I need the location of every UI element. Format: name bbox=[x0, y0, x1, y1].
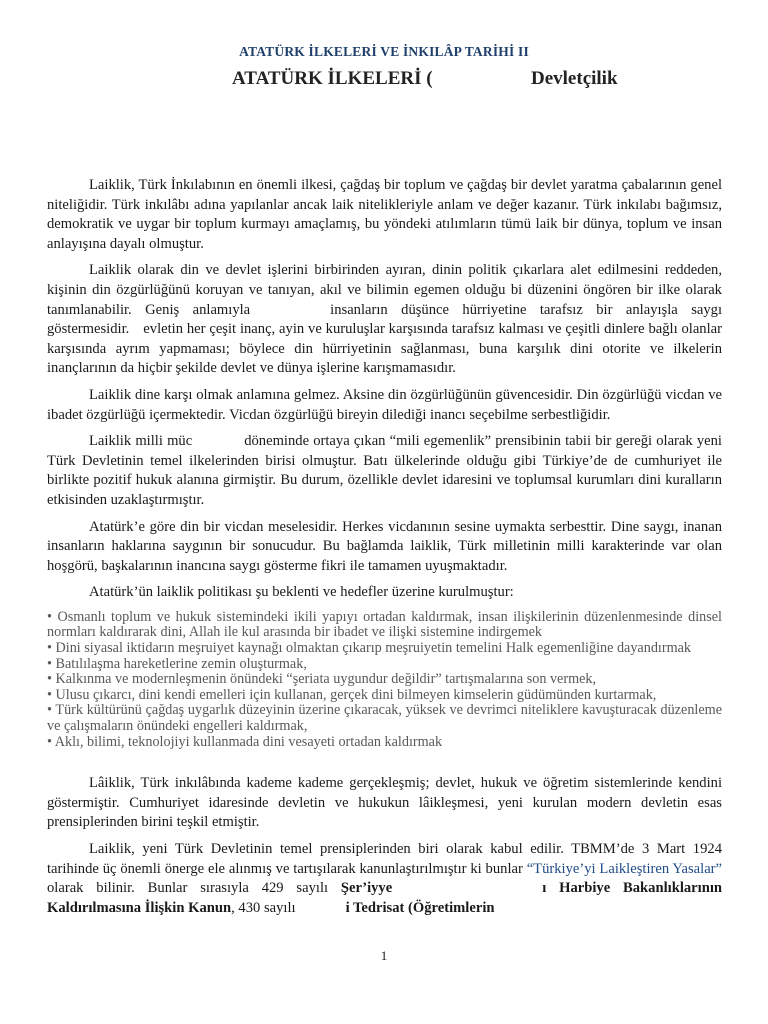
paragraph: Atatürk’e göre din bir vicdan meselesidir. Herkes vicdanının sesine uymakta serbesttir. Dine saygı, inanan insanların haklarına saygının bir sonucudur. Bu bağlamda laiklik, Türk milletinin milli karakterinde var olan hoşgörü, başkalarının inancına saygı gösterme fikri ile tamamen uyuşmaktadır. bbox=[47, 518, 722, 574]
paragraph-text: Laiklik olarak din ve devlet işlerini birbirinden ayıran, dinin politik çıkarlara alet edilmesini reddeden, kişinin din özgürlüğünü koruyan ve tanıyan, akıl ve bilimin egemen olduğu bi bbox=[47, 262, 722, 298]
laws-link-text: “Türkiye’yi Laikleştiren Yasalar” bbox=[526, 860, 723, 877]
paragraph: Atatürk’ün laiklik politikası şu beklenti ve hedefler üzerine kurulmuştur: bbox=[89, 584, 514, 601]
bullet-list bbox=[47, 610, 722, 750]
bullet-item: • Türk kültürünü çağdaş uygarlık düzeyinin üzerine çıkaracak, yüksek ve devrimci niteliklere kavuşturacak düzenleme ve çalışmaların önündeki engelleri kaldırmak, bbox=[47, 702, 722, 735]
paragraph-text: Laiklik, yeni Türk Devletinin temel prensiplerinden biri olarak kabul edilir. TBMM’de 3 Mart 1924 tarihinde üç önemli önerge ele alınmış ve tartışılarak kanunlaştırılmıştır ki bunlar bbox=[47, 841, 722, 877]
bold-text: i Tedrisat (Öğretimlerin bbox=[345, 899, 495, 916]
paragraph-text: , 430 sayılı bbox=[231, 899, 296, 916]
paragraph-text: düzenini öngören bir ilke olarak tanımlanabilir. Geniş anlamıyla bbox=[47, 281, 722, 318]
bullet-item: • Batılılaşma hareketlerine zemin oluşturmak, bbox=[47, 655, 307, 672]
main-title-left: ATATÜRK İLKELERİ ( bbox=[232, 68, 433, 89]
bullet-item: • Osmanlı toplum ve hukuk sistemindeki ikili yapıyı ortadan kaldırmak, insan ilişkilerinin düzenlenmesinde dinsel normları kaldırarak dini, Allah ile kul arasında bir ibadet ve ilişki sistemine indirgemek bbox=[47, 608, 722, 641]
page-number: 1 bbox=[380, 948, 388, 963]
paragraph bbox=[47, 432, 722, 510]
paragraph-text: insanların düşünce hürriyetine tarafsız bir anlayışla saygı göstermesidir. bbox=[47, 301, 722, 338]
bullet-item: • Ulusu çıkarcı, dini kendi emelleri için kullanan, gerçek dini bilmeyen kimselerin güdümünden kurtarmak, bbox=[47, 686, 657, 703]
paragraph: Laiklik, Türk İnkılabının en önemli ilkesi, çağdaş bir toplum ve çağdaş bir devlet yaratma çabalarının genel niteliğidir. Türk inkılâbı adına yapılanlar ancak laik nitelikleriyle anlam ve değer kazanır. Türk inkılabı bağımsız, demokratik ve uygar bir toplum kurmayı amaçlamış, bu yöndeki atılımların tümü laik bir dünya, toplum ve insan anlayışına dayalı olmuştur. bbox=[47, 177, 722, 252]
paragraph-text: evletin her çeşit inanç, ayin ve kuruluşlar karşısında tarafsız kalması ve çeşitli dinlere bağlı olanlar karşısında ayrım yapmaması; böylece din hürriyetinin sağlanması, buna karşılık dini otorite ve ilkelerin inançlarının da hiçbir şekilde devlet ve dünya işlerine karışmamasıdır. bbox=[47, 321, 722, 377]
bullet-item: • Dini siyasal iktidarın meşruiyet kaynağı olmaktan çıkarıp meşruiyetin temelini Halk egemenliğine dayandırmak bbox=[47, 640, 692, 657]
bullet-item: • Kalkınma ve modernleşmenin önündeki “şeriata uygundur değildir” tartışmalarına son vermek, bbox=[47, 671, 597, 688]
bold-text: Şer’iyye bbox=[340, 880, 393, 897]
paragraph-text: olarak bilinir. Bunlar sırasıyla 429 sayılı bbox=[47, 880, 341, 897]
paragraph: Lâiklik, Türk inkılâbında kademe kademe gerçekleşmiş; devlet, hukuk ve öğretim sistemlerinde kendini göstermiştir. Cumhuriyet idaresinde devletin ve hukukun lâikleşmesi, yeni kurulan modern devletin esas prensiplerinden birini teşkil etmiştir. bbox=[47, 775, 722, 831]
paragraph: Laiklik dine karşı olmak anlamına gelmez. Aksine din özgürlüğünün güvencesidir. Din özgürlüğü vicdan ve ibadet özgürlüğü içermektedir. Vicdan özgürlüğü bireyin dilediği inancı seçebilme serbestliğidir. bbox=[47, 386, 722, 423]
bullet-item: • Aklı, bilimi, teknolojiyi kullanmada dini vesayeti ortadan kaldırmak bbox=[47, 733, 443, 750]
paragraph bbox=[47, 261, 722, 379]
document-body bbox=[47, 176, 722, 925]
paragraph-text: Laiklik milli müc bbox=[89, 433, 193, 450]
paragraph-text: döneminde ortaya çıkan “mili egemenlik” prensibinin tabii bir gereği olarak yeni Türk Devletinin temel ilkelerinden birisi olmuştur. Batı ülkelerinde olduğu gibi Türkiye’de de cumhuriyet ile birlikte pozitif hukuk alanına girmiştir. Bu durum, özellikle devlet idaresini ve toplumsal kurumları dini kuralların etkisinden uzaklaştırmıştır. bbox=[47, 433, 722, 508]
bold-text: ı Harbiye Bakanlıklarının Kaldırılmasına İlişkin Kanun bbox=[47, 880, 722, 916]
course-title: ATATÜRK İLKELERİ VE İNKILÂP TARİHİ II bbox=[239, 44, 529, 59]
main-title-right: Devletçilik bbox=[531, 68, 618, 89]
paragraph bbox=[47, 840, 722, 918]
